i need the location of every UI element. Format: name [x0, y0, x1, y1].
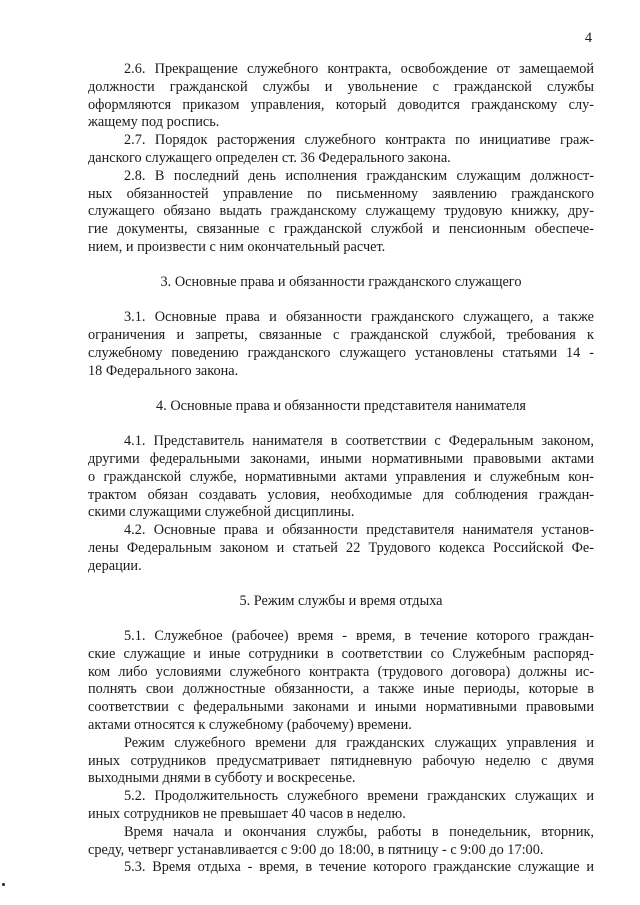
text-line: дерации. [88, 557, 142, 574]
text-line: актами относятся к служебному (рабочему) времени. [88, 717, 412, 734]
text-line: гие документы, связанные с гражданской службой и пенсионным обеспече- [88, 221, 594, 238]
text-line: данского служащего определен ст. 36 Федерального закона. [88, 149, 451, 166]
text-line: трактом обязан создавать условия, необходимые для соблюдения граждан- [88, 486, 594, 503]
text-line: ком либо условиями служебного контракта (трудового договора) должны ис- [88, 663, 594, 680]
text-line: среду, четверг устанавливается с 9:00 до 18:00, в пятницу - с 9:00 до 17:00. [88, 841, 544, 858]
paragraph [88, 824, 594, 860]
text-line: 2.8. В последний день исполнения гражданским служащим должност- [124, 167, 594, 184]
spacer [88, 575, 594, 592]
spacer [88, 611, 594, 628]
text-line: 5.2. Продолжительность служебного времени гражданских служащих и [124, 788, 594, 805]
text-line: 4.2. Основные права и обязанности представителя нанимателя установ- [124, 522, 594, 539]
text-line: Время начала и окончания службы, работы в понедельник, вторник, [124, 823, 594, 840]
text-line: выходными днями в субботу и воскресенье. [88, 770, 356, 787]
paragraph [88, 433, 594, 522]
text-line: нием, и произвести с ним окончательный расчет. [88, 238, 386, 255]
paragraph [88, 309, 594, 380]
spacer [88, 416, 594, 433]
text-line: 18 Федерального закона. [88, 362, 239, 379]
spacer [88, 292, 594, 309]
section-heading: 4. Основные права и обязанности представителя нанимателя [156, 397, 526, 414]
document-body [88, 61, 594, 877]
text-line: жащему под роспись. [88, 114, 220, 131]
section-heading: 5. Режим службы и время отдыха [239, 592, 443, 609]
paragraph [88, 522, 594, 575]
text-line: ных обязанностей управление по письменному заявлению гражданского [88, 185, 594, 202]
paragraph [88, 61, 594, 132]
text-line: 5.1. Служебное (рабочее) время - время, в течение которого граждан- [124, 628, 594, 645]
text-line: иных сотрудников не превышает 40 часов в неделю. [88, 806, 406, 823]
text-line: другими федеральными законами, иными нормативными правовыми актами [88, 450, 594, 467]
paragraph [88, 859, 594, 877]
text-line: 2.6. Прекращение служебного контракта, освобождение от замещаемой [124, 61, 594, 77]
spacer [88, 381, 594, 398]
text-line: 3.1. Основные права и обязанности гражданского служащего, а также [124, 309, 594, 326]
text-line: лены Федеральным законом и статьей 22 Трудового кодекса Российской Фе- [88, 539, 594, 556]
text-line: служебному поведению гражданского служащего установлены статьями 14 - [88, 344, 594, 361]
text-line: служащего обязано выдать гражданскому служащему трудовую книжку, дру- [88, 203, 594, 220]
text-line: скими служащими служебной дисциплины. [88, 504, 355, 521]
text-line: ограничения и запреты, связанные с гражданской службой, требования к [88, 327, 594, 344]
paragraph [88, 628, 594, 735]
text-line: 4.1. Представитель нанимателя в соответствии с Федеральным законом, [124, 433, 594, 450]
text-line: 5.3. Время отдыха - время, в течение которого гражданские служащие и [124, 859, 594, 876]
scan-artifact [2, 883, 5, 886]
paragraph [88, 788, 594, 824]
text-line: должности гражданской службы и увольнение с гражданской службы [88, 78, 594, 95]
text-line: соответствии с федеральными законами и иными нормативными правовыми [88, 699, 594, 716]
text-line: иных сотрудников предусматривает пятидневную рабочую неделю с двумя [88, 752, 594, 769]
page-number: 4 [584, 30, 592, 46]
section-heading: 3. Основные права и обязанности гражданского служащего [160, 274, 522, 291]
text-line: 2.7. Порядок расторжения служебного контракта по инициативе граж- [124, 132, 594, 149]
text-line: оформляются приказом управления, который доводится гражданскому слу- [88, 96, 594, 113]
paragraph [88, 168, 594, 257]
text-line: ские служащие и иные сотрудники в соответствии со Служебным распоряд- [88, 645, 594, 662]
text-line: о гражданской службе, нормативными актами управления и служебным кон- [88, 468, 594, 485]
paragraph [88, 735, 594, 788]
paragraph [88, 132, 594, 168]
text-line: полнять свои должностные обязанности, а также иные периоды, которые в [88, 681, 594, 698]
text-line: Режим служебного времени для гражданских служащих управления и [124, 734, 594, 751]
spacer [88, 257, 594, 274]
